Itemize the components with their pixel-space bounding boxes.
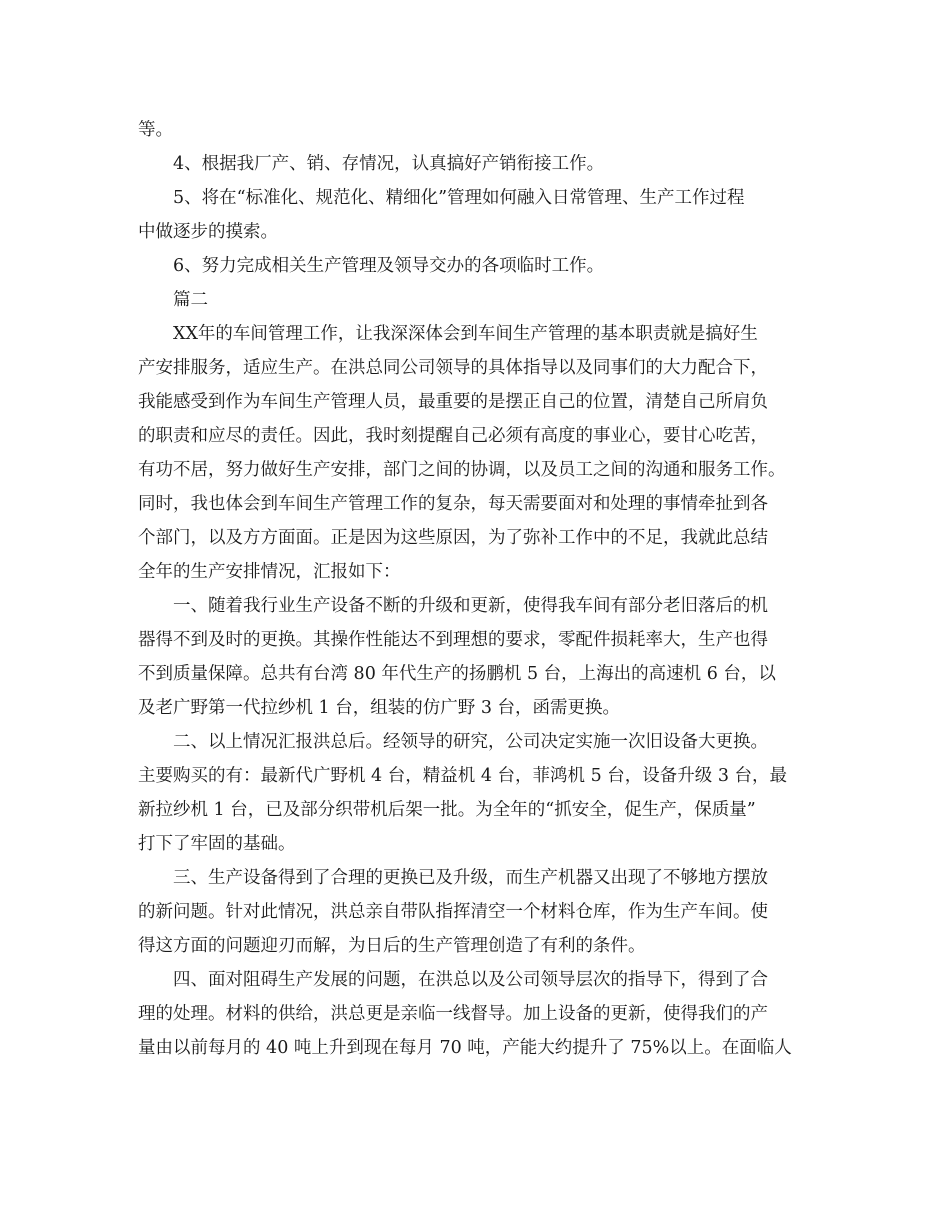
text-line: 我能感受到作为车间生产管理人员，最重要的是摆正自己的位置，清楚自己所肩负 (138, 392, 768, 412)
text-line: 5、将在“标准化、规范化、精细化”管理如何融入日常管理、生产工作过程 (173, 188, 745, 208)
text-line: 同时，我也体会到车间生产管理工作的复杂，每天需要面对和处理的事情牵扯到各 (138, 494, 768, 514)
text-line: 理的处理。材料的供给，洪总更是亲临一线督导。加上设备的更新，使得我们的产 (138, 1004, 768, 1024)
text-line: 6、努力完成相关生产管理及领导交办的各项临时工作。 (173, 256, 605, 276)
text-line: 得这方面的问题迎刃而解，为日后的生产管理创造了有利的条件。 (138, 936, 646, 956)
text-line: 器得不到及时的更换。其操作性能达不到理想的要求，零配件损耗率大，生产也得 (138, 630, 768, 650)
text-line: 有功不居，努力做好生产安排，部门之间的协调，以及员工之间的沟通和服务工作。 (138, 460, 786, 480)
text-line: 四、面对阻碍生产发展的问题，在洪总以及公司领导层次的指导下，得到了合 (173, 970, 768, 990)
text-line: 产安排服务，适应生产。在洪总同公司领导的具体指导以及同事们的大力配合下， (138, 358, 768, 378)
text-line: 量由以前每月的 40 吨上升到现在每月 70 吨，产能大约提升了 75%以上。在面临人 (138, 1038, 792, 1058)
text-line: 一、随着我行业生产设备不断的升级和更新，使得我车间有部分老旧落后的机 (173, 596, 768, 616)
document-body (138, 113, 828, 1065)
text-line: 中做逐步的摸索。 (138, 222, 278, 242)
text-line: 的新问题。针对此情况，洪总亲自带队指挥清空一个材料仓库，作为生产车间。使 (138, 902, 768, 922)
text-line: 全年的生产安排情况，汇报如下： (138, 562, 401, 582)
text-line: 4、根据我厂产、销、存情况，认真搞好产销衔接工作。 (173, 154, 605, 174)
text-line: XX年的车间管理工作，让我深深体会到车间生产管理的基本职责就是搞好生 (173, 324, 758, 344)
text-line: 等。 (138, 120, 173, 140)
text-line: 二、以上情况汇报洪总后。经领导的研究，公司决定实施一次旧设备大更换。 (173, 732, 768, 752)
text-line: 不到质量保障。总共有台湾 80 年代生产的扬鹏机 5 台，上海出的高速机 6 台，以 (138, 664, 776, 684)
text-line: 的职责和应尽的责任。因此，我时刻提醒自己必须有高度的事业心，要甘心吃苦， (138, 426, 768, 446)
text-line: 新拉纱机 1 台，已及部分织带机后架一批。为全年的“抓安全，促生产，保质量” (138, 800, 756, 820)
text-line: 三、生产设备得到了合理的更换已及升级，而生产机器又出现了不够地方摆放 (173, 868, 768, 888)
section-heading: 篇二 (173, 290, 208, 310)
text-line: 个部门，以及方方面面。正是因为这些原因，为了弥补工作中的不足，我就此总结 (138, 528, 768, 548)
text-line: 及老广野第一代拉纱机 1 台，组装的仿广野 3 台，函需更换。 (138, 698, 621, 718)
text-line: 主要购买的有：最新代广野机 4 台，精益机 4 台，菲鸿机 5 台，设备升级 3 台，最 (138, 766, 788, 786)
text-line: 打下了牢固的基础。 (138, 834, 296, 854)
